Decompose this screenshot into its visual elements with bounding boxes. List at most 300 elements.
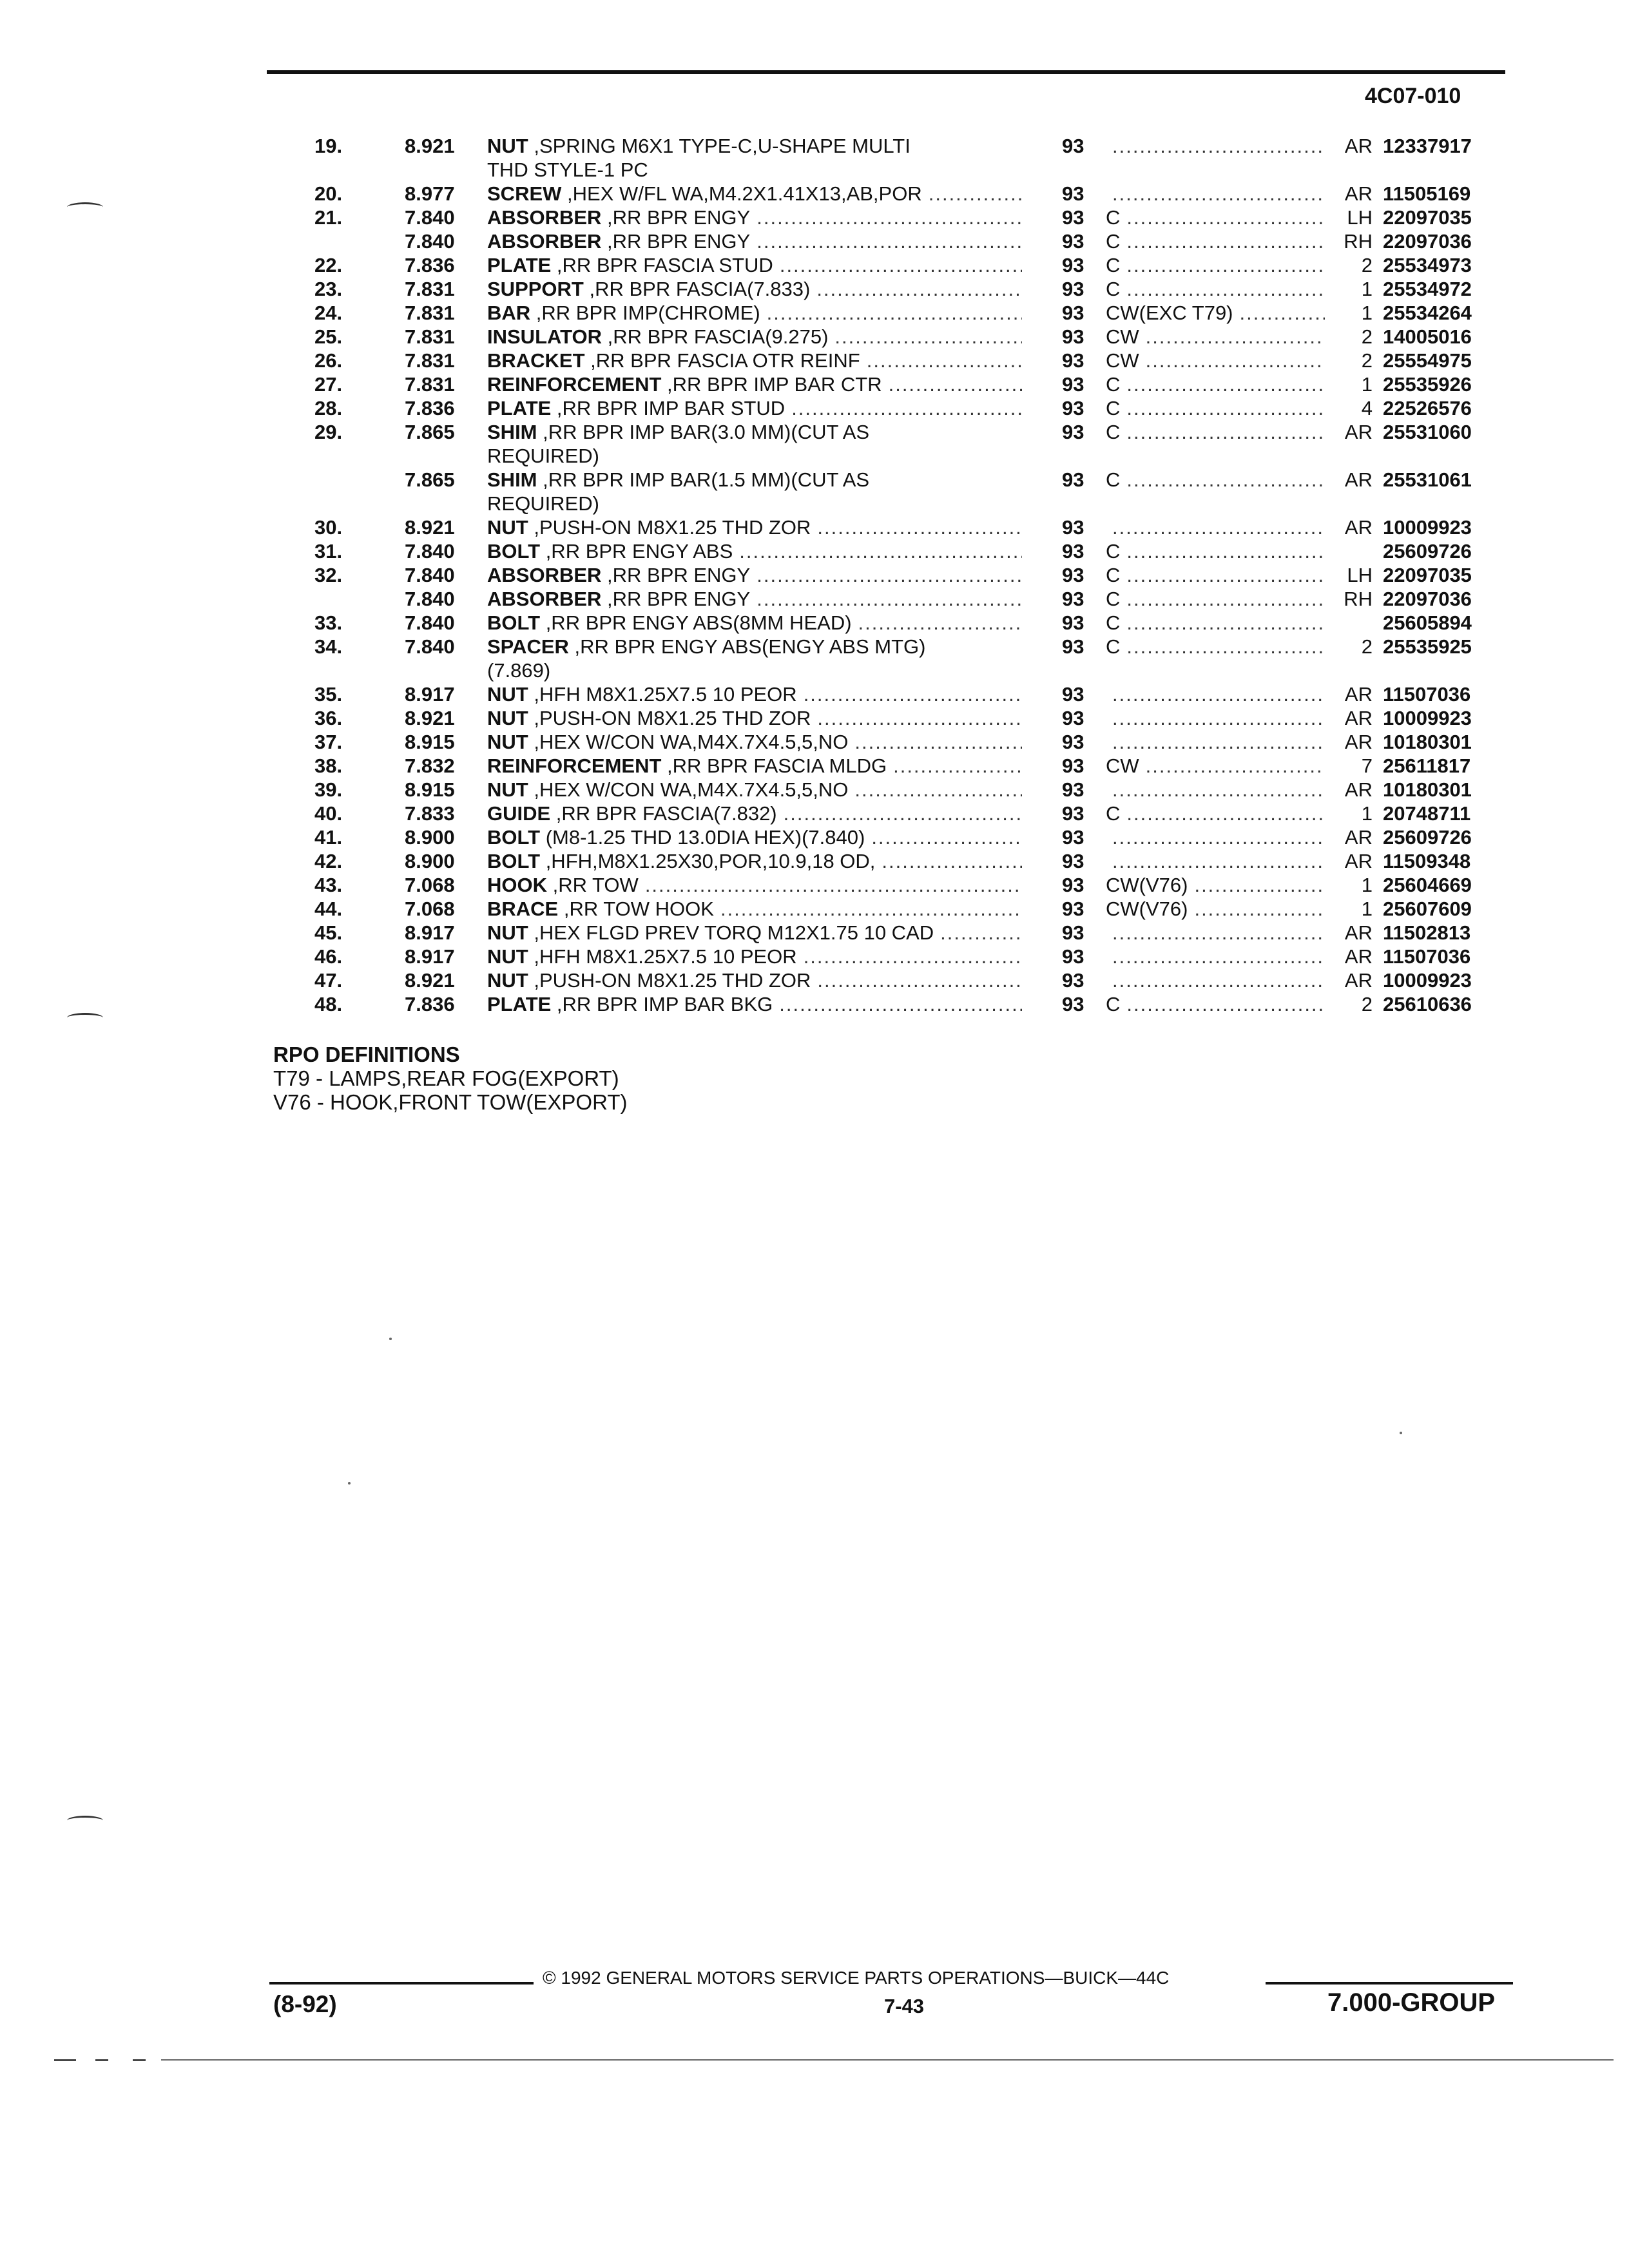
model-year: 93 (1062, 707, 1084, 729)
usage-code-text: C (1106, 397, 1121, 419)
quantity: 1 (1361, 874, 1373, 896)
part-number: 25534972 (1383, 278, 1472, 300)
model-year: 93 (1062, 182, 1084, 205)
leader-dots (1139, 325, 1325, 349)
ref-number: 44. (314, 898, 343, 920)
part-number: 25554975 (1383, 349, 1472, 372)
part-description (487, 229, 1022, 253)
leader-dots (1106, 134, 1325, 158)
ref-number: 29. (314, 421, 343, 443)
leader-dots (848, 778, 1022, 802)
ref-number: 40. (314, 802, 343, 825)
part-desc: (M8-1.25 THD 13.0DIA HEX)(7.840) (540, 826, 865, 849)
part-description (487, 563, 1022, 587)
group-number: 7.840 (405, 611, 455, 634)
model-year: 93 (1062, 850, 1084, 872)
leader-dots (852, 611, 1022, 635)
part-number: 11505169 (1383, 182, 1471, 205)
part-description (487, 754, 1022, 778)
part-description (487, 182, 1022, 206)
part-number: 11502813 (1383, 921, 1471, 944)
group-number: 7.840 (405, 540, 455, 562)
footer-rule-left (269, 1982, 534, 1984)
parts-row (0, 945, 1629, 968)
leader-dots (810, 277, 1022, 301)
part-description (487, 825, 1022, 849)
part-description (487, 396, 1022, 420)
usage-code (1106, 301, 1325, 325)
usage-code (1106, 873, 1325, 897)
part-desc: ,PUSH-ON M8X1.25 THD ZOR (528, 516, 811, 539)
part-description (487, 253, 1022, 277)
quantity: 2 (1361, 993, 1373, 1015)
part-number: 25531061 (1383, 468, 1472, 491)
ref-number: 34. (314, 635, 343, 658)
model-year: 93 (1062, 135, 1084, 157)
usage-code-text: C (1106, 564, 1121, 586)
part-description (487, 301, 1022, 325)
quantity: 1 (1361, 302, 1373, 324)
quantity: 2 (1361, 325, 1373, 348)
ref-number: 38. (314, 754, 343, 777)
ref-number: 47. (314, 969, 343, 992)
part-number: 25535925 (1383, 635, 1472, 658)
quantity: AR (1344, 731, 1373, 753)
leader-dots (1120, 611, 1325, 635)
part-name: BRACE (487, 898, 559, 920)
part-number: 25610636 (1383, 993, 1472, 1015)
usage-code (1106, 611, 1325, 635)
part-desc: ,RR BPR ENGY ABS(8MM HEAD) (540, 611, 852, 634)
usage-code (1106, 897, 1325, 921)
model-year: 93 (1062, 230, 1084, 253)
margin-mark (67, 1013, 103, 1023)
usage-code-text: CW (1106, 325, 1139, 348)
parts-row (0, 849, 1629, 873)
part-description (487, 778, 1022, 802)
scan-speck (348, 1482, 351, 1485)
group-number: 7.831 (405, 302, 455, 324)
part-name: SUPPORT (487, 278, 584, 300)
quantity: AR (1344, 707, 1373, 729)
usage-code-text: C (1106, 230, 1121, 253)
leader-dots (934, 921, 1022, 945)
leader-dots (639, 873, 1022, 897)
leader-dots (1120, 372, 1325, 396)
part-desc: ,HEX FLGD PREV TORQ M12X1.75 10 CAD (528, 921, 934, 944)
part-number: 20748711 (1383, 802, 1471, 825)
usage-code (1106, 468, 1325, 492)
usage-code-text: CW(V76) (1106, 874, 1188, 896)
group-number: 7.840 (405, 206, 455, 229)
leader-dots (865, 825, 1022, 849)
usage-code-text: CW(V76) (1106, 898, 1188, 920)
group-number: 8.921 (405, 516, 455, 539)
usage-code-text: C (1106, 278, 1121, 300)
leader-dots (811, 706, 1022, 730)
model-year: 93 (1062, 397, 1084, 419)
leader-dots (860, 349, 1022, 372)
part-desc: ,RR BPR ENGY (601, 206, 751, 229)
ref-number: 46. (314, 945, 343, 968)
part-number: 10180301 (1383, 731, 1472, 753)
part-name: BOLT (487, 826, 541, 849)
usage-code (1106, 730, 1325, 754)
ref-number: 42. (314, 850, 343, 872)
part-name: NUT (487, 921, 528, 944)
quantity: 2 (1361, 635, 1373, 658)
part-description (487, 611, 1022, 635)
footer-rule-right (1266, 1982, 1513, 1984)
part-desc: ,RR BPR FASCIA(7.832) (550, 802, 777, 825)
part-number: 11507036 (1383, 683, 1471, 706)
part-number: 25609726 (1383, 826, 1472, 849)
leader-dots (760, 301, 1022, 325)
parts-row (0, 563, 1629, 587)
part-description (487, 587, 1022, 611)
usage-code (1106, 802, 1325, 825)
parts-row (0, 277, 1629, 301)
leader-dots (1120, 802, 1325, 825)
group-number: 7.865 (405, 468, 455, 491)
quantity: 7 (1361, 754, 1373, 777)
part-description (487, 706, 1022, 730)
part-description (487, 325, 1022, 349)
scan-speck (389, 1338, 392, 1340)
part-desc: ,RR BPR ENGY (601, 588, 751, 610)
rpo-definitions (273, 1043, 627, 1114)
ref-number: 23. (314, 278, 343, 300)
leader-dots (887, 754, 1022, 778)
leader-dots (750, 587, 1022, 611)
model-year: 93 (1062, 588, 1084, 610)
rpo-title: RPO DEFINITIONS (273, 1043, 460, 1066)
part-number: 11509348 (1383, 850, 1471, 872)
leader-dots (797, 945, 1022, 968)
quantity: AR (1344, 516, 1373, 539)
part-desc: ,RR BPR ENGY ABS (540, 540, 733, 562)
leader-dots (750, 563, 1022, 587)
part-number: 12337917 (1383, 135, 1472, 157)
leader-dots (1188, 873, 1325, 897)
part-name: PLATE (487, 397, 552, 419)
margin-mark (67, 1816, 103, 1825)
parts-row (0, 992, 1629, 1016)
ref-number: 37. (314, 731, 343, 753)
usage-code (1106, 182, 1325, 206)
parts-row (0, 253, 1629, 277)
usage-code (1106, 206, 1325, 229)
group-number: 8.915 (405, 731, 455, 753)
part-number: 22097036 (1383, 230, 1472, 253)
parts-row (0, 349, 1629, 372)
leader-dots (1106, 825, 1325, 849)
parts-row (0, 182, 1629, 206)
parts-row (0, 825, 1629, 849)
ref-number: 39. (314, 778, 343, 801)
usage-code (1106, 992, 1325, 1016)
quantity: AR (1344, 778, 1373, 801)
parts-row (0, 754, 1629, 778)
ref-number: 24. (314, 302, 343, 324)
parts-row (0, 372, 1629, 396)
usage-code-text: C (1106, 611, 1121, 634)
leader-dots (714, 897, 1022, 921)
usage-code-text: C (1106, 993, 1121, 1015)
leader-dots (785, 396, 1022, 420)
usage-code-text: C (1106, 373, 1121, 396)
model-year: 93 (1062, 421, 1084, 443)
part-description (487, 873, 1022, 897)
ref-number: 31. (314, 540, 343, 562)
quantity: AR (1344, 182, 1373, 205)
part-number: 25534264 (1383, 302, 1472, 324)
quantity: RH (1344, 230, 1373, 253)
leader-dots (875, 849, 1022, 873)
quantity: AR (1344, 421, 1373, 443)
part-description (487, 134, 1022, 182)
part-number: 25611817 (1383, 754, 1471, 777)
leader-dots (922, 182, 1022, 206)
leader-dots (1120, 206, 1325, 229)
ref-number: 25. (314, 325, 343, 348)
leader-dots (1120, 992, 1325, 1016)
parts-row (0, 611, 1629, 635)
part-desc: ,HFH,M8X1.25X30,POR,10.9,18 OD, (540, 850, 876, 872)
part-description (487, 849, 1022, 873)
leader-dots (733, 539, 1022, 563)
leader-dots (882, 372, 1022, 396)
part-description (487, 730, 1022, 754)
part-number: 25531060 (1383, 421, 1472, 443)
group-number: 7.836 (405, 254, 455, 276)
part-desc-continued: (7.869) (487, 659, 551, 682)
part-desc: ,RR BPR FASCIA MLDG (661, 754, 887, 777)
part-description (487, 277, 1022, 301)
model-year: 93 (1062, 278, 1084, 300)
ref-number: 36. (314, 707, 343, 729)
part-description (487, 968, 1022, 992)
quantity: 2 (1361, 349, 1373, 372)
parts-row (0, 706, 1629, 730)
margin-mark (67, 202, 103, 212)
ref-number: 48. (314, 993, 343, 1015)
copyright-text: © 1992 GENERAL MOTORS SERVICE PARTS OPERATIONS—BUICK—44C (543, 1968, 1170, 1988)
model-year: 93 (1062, 945, 1084, 968)
model-year: 93 (1062, 802, 1084, 825)
leader-dots (777, 802, 1022, 825)
leader-dots (750, 206, 1022, 229)
part-desc: ,RR BPR FASCIA(7.833) (583, 278, 811, 300)
part-number: 22526576 (1383, 397, 1472, 419)
parts-row (0, 682, 1629, 706)
leader-dots (1106, 921, 1325, 945)
parts-row (0, 730, 1629, 754)
usage-code-text: CW (1106, 754, 1139, 777)
quantity: LH (1347, 564, 1373, 586)
part-name: INSULATOR (487, 325, 602, 348)
usage-code (1106, 325, 1325, 349)
part-desc: ,HEX W/CON WA,M4X.7X4.5,5,NO (528, 778, 849, 801)
leader-dots (1139, 754, 1325, 778)
usage-code-text: CW(EXC T79) (1106, 302, 1233, 324)
part-number: 22097035 (1383, 564, 1472, 586)
part-description (487, 515, 1022, 539)
parts-row (0, 802, 1629, 825)
part-number: 22097036 (1383, 588, 1472, 610)
part-number: 10180301 (1383, 778, 1472, 801)
ref-number: 33. (314, 611, 343, 634)
usage-code-text: C (1106, 421, 1121, 443)
usage-code-text: C (1106, 540, 1121, 562)
part-number: 14005016 (1383, 325, 1472, 348)
quantity: 4 (1361, 397, 1373, 419)
part-desc: ,RR BPR FASCIA OTR REINF (584, 349, 860, 372)
page-code: 4C07-010 (1365, 84, 1461, 108)
model-year: 93 (1062, 921, 1084, 944)
leader-dots (828, 325, 1022, 349)
part-desc: ,RR BPR FASCIA(9.275) (601, 325, 829, 348)
model-year: 93 (1062, 754, 1084, 777)
model-year: 93 (1062, 898, 1084, 920)
leader-dots (1106, 945, 1325, 968)
group-number: 7.840 (405, 635, 455, 658)
leader-dots (1106, 182, 1325, 206)
group-number: 7.840 (405, 230, 455, 253)
ref-number: 43. (314, 874, 343, 896)
usage-code (1106, 778, 1325, 802)
usage-code (1106, 968, 1325, 992)
part-name: PLATE (487, 254, 552, 276)
model-year: 93 (1062, 349, 1084, 372)
group-number: 8.921 (405, 135, 455, 157)
leader-dots (1106, 778, 1325, 802)
part-name: ABSORBER (487, 206, 602, 229)
part-name: PLATE (487, 993, 552, 1015)
part-description (487, 539, 1022, 563)
quantity: 2 (1361, 254, 1373, 276)
model-year: 93 (1062, 874, 1084, 896)
part-description (487, 468, 1022, 515)
usage-code (1106, 563, 1325, 587)
leader-dots (1106, 706, 1325, 730)
part-description (487, 682, 1022, 706)
usage-code (1106, 635, 1325, 658)
part-name: REINFORCEMENT (487, 373, 662, 396)
part-description (487, 372, 1022, 396)
quantity: AR (1344, 135, 1373, 157)
part-desc-continued: REQUIRED) (487, 445, 599, 467)
header-rule (267, 70, 1505, 74)
part-name: GUIDE (487, 802, 551, 825)
group-number: 7.832 (405, 754, 455, 777)
model-year: 93 (1062, 611, 1084, 634)
group-number: 8.921 (405, 707, 455, 729)
ref-number: 45. (314, 921, 343, 944)
part-desc: ,RR BPR ENGY ABS(ENGY ABS MTG) (568, 635, 926, 658)
group-number: 8.917 (405, 945, 455, 968)
part-desc: ,RR BPR FASCIA STUD (551, 254, 773, 276)
group-number: 7.831 (405, 349, 455, 372)
part-description (487, 635, 1022, 682)
model-year: 93 (1062, 325, 1084, 348)
ref-number: 27. (314, 373, 343, 396)
leader-dots (1120, 277, 1325, 301)
ref-number: 22. (314, 254, 343, 276)
model-year: 93 (1062, 731, 1084, 753)
quantity: LH (1347, 206, 1373, 229)
part-desc: ,PUSH-ON M8X1.25 THD ZOR (528, 707, 811, 729)
part-name: ABSORBER (487, 564, 602, 586)
group-number: 7.865 (405, 421, 455, 443)
part-name: NUT (487, 778, 528, 801)
model-year: 93 (1062, 993, 1084, 1015)
leader-dots (1120, 420, 1325, 444)
part-number: 25605894 (1383, 611, 1472, 634)
leader-dots (1139, 349, 1325, 372)
parts-row (0, 396, 1629, 420)
group-number: 8.900 (405, 850, 455, 872)
model-year: 93 (1062, 302, 1084, 324)
leader-dots (1106, 849, 1325, 873)
scan-artifact-dash (133, 2059, 146, 2061)
usage-code (1106, 229, 1325, 253)
part-desc: ,RR BPR IMP BAR CTR (661, 373, 882, 396)
parts-row (0, 420, 1629, 468)
page-number: 7-43 (884, 1995, 925, 2017)
quantity: 1 (1361, 898, 1373, 920)
part-desc: ,RR TOW HOOK (558, 898, 714, 920)
ref-number: 28. (314, 397, 343, 419)
model-year: 93 (1062, 516, 1084, 539)
group-number: 8.921 (405, 969, 455, 992)
parts-row (0, 301, 1629, 325)
quantity: AR (1344, 468, 1373, 491)
scan-artifact-dash (54, 2059, 76, 2061)
parts-row (0, 587, 1629, 611)
part-desc-continued: THD STYLE-1 PC (487, 159, 648, 181)
leader-dots (797, 682, 1022, 706)
part-number: 25534973 (1383, 254, 1472, 276)
usage-code (1106, 682, 1325, 706)
part-name: BAR (487, 302, 531, 324)
parts-row (0, 515, 1629, 539)
usage-code (1106, 706, 1325, 730)
group-number: 7.836 (405, 397, 455, 419)
quantity: AR (1344, 850, 1373, 872)
part-name: SHIM (487, 421, 537, 443)
quantity: AR (1344, 945, 1373, 968)
part-number: 10009923 (1383, 969, 1472, 992)
usage-code (1106, 372, 1325, 396)
group-number: 7.068 (405, 898, 455, 920)
leader-dots (1120, 539, 1325, 563)
leader-dots (1120, 468, 1325, 492)
usage-code (1106, 277, 1325, 301)
ref-number: 32. (314, 564, 343, 586)
quantity: 1 (1361, 373, 1373, 396)
parts-row (0, 325, 1629, 349)
part-desc: ,RR BPR IMP(CHROME) (530, 302, 760, 324)
part-desc: ,HEX W/FL WA,M4.2X1.41X13,AB,POR (561, 182, 922, 205)
leader-dots (773, 992, 1022, 1016)
part-number: 25604669 (1383, 874, 1472, 896)
leader-dots (1106, 515, 1325, 539)
parts-row (0, 897, 1629, 921)
group-number: 8.917 (405, 921, 455, 944)
usage-code (1106, 921, 1325, 945)
parts-row (0, 468, 1629, 515)
